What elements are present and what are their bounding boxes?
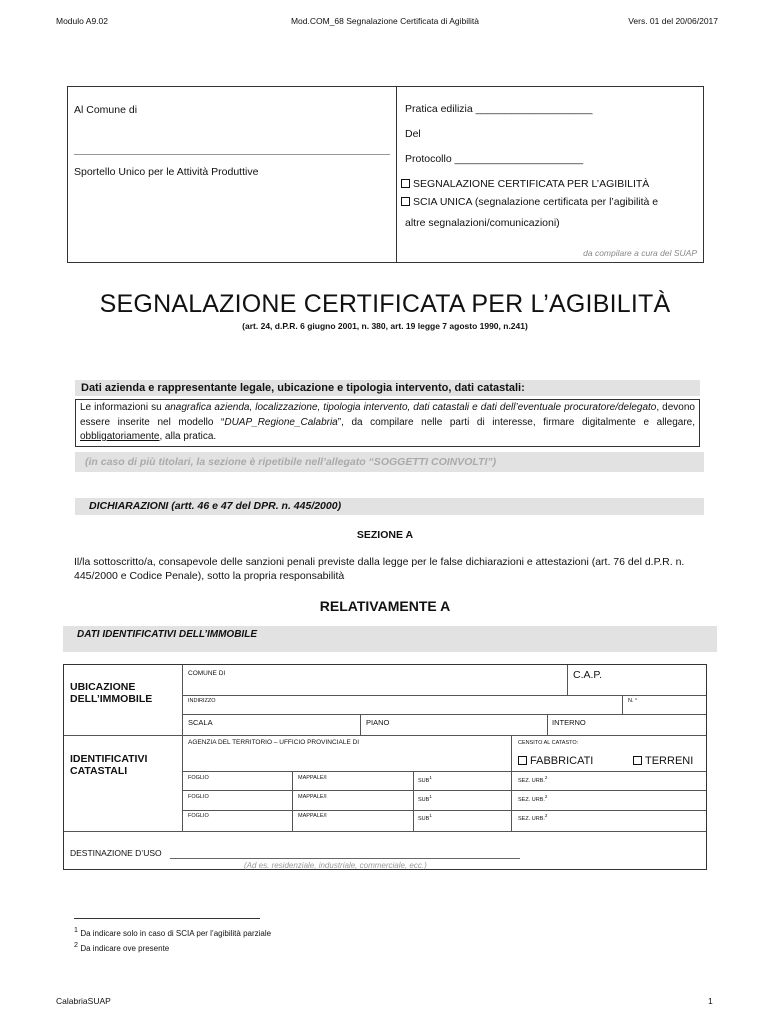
footer-brand: CalabriaSUAP [56, 996, 111, 1006]
info-text-italic: anagrafica azienda, localizzazione, tipologia intervento, dati catastali e dati dell’eventuale procuratore/delegato [164, 402, 657, 413]
recipient-box-divider [396, 87, 397, 262]
n-divider [622, 695, 623, 714]
info-text-2: , devono essere inserite nel modello “ [80, 402, 695, 428]
comune-field[interactable]: COMUNE DI [188, 670, 226, 677]
foglio-field-2[interactable]: FOGLIO [188, 794, 209, 800]
checkbox-fabbricati[interactable] [518, 756, 527, 765]
footnote-1-number: 1 [74, 926, 78, 934]
destinazione-uso-field[interactable] [170, 858, 520, 859]
sez-urb-field-2 [518, 794, 547, 803]
info-text-4: , alla pratica. [159, 431, 217, 442]
interno-field[interactable]: INTERNO [552, 718, 586, 727]
piano-field[interactable]: PIANO [366, 718, 390, 727]
sez-label-3: SEZ. URB. [518, 815, 545, 822]
info-text-underlined: obbligatoriamente [80, 431, 160, 442]
sub-label-3: SUB [418, 815, 430, 822]
indirizzo-field[interactable]: INDIRIZZO [188, 698, 216, 704]
sub-field-1 [418, 775, 432, 784]
sub-label-1: SUB [418, 777, 430, 784]
row-line-7 [64, 831, 706, 832]
sez-footnote-1: 2 [544, 775, 548, 780]
page-number: 1 [708, 996, 713, 1006]
sub-label-2: SUB [418, 796, 430, 803]
piano-divider [360, 714, 361, 735]
row-line-4 [182, 771, 706, 772]
row-line-3 [64, 735, 706, 736]
option-scia-unica-cont: altre segnalazioni/comunicazioni) [405, 217, 560, 229]
checkbox-scia-unica[interactable] [401, 197, 410, 206]
cap-field[interactable]: C.A.P. [573, 669, 602, 681]
row-line-6 [182, 810, 706, 811]
page-title: SEGNALAZIONE CERTIFICATA PER L’AGIBILITÀ [99, 290, 671, 318]
footnote-2-text: Da indicare ove presente [80, 943, 170, 953]
terreni-label: TERRENI [645, 755, 694, 767]
destinazione-uso-label: DESTINAZIONE D’USO [70, 848, 162, 858]
censito-divider [511, 735, 512, 831]
cap-divider [567, 665, 568, 695]
info-text-1: Le informazioni su [80, 402, 165, 413]
recipient-box [67, 86, 704, 263]
mappale-field-2[interactable]: MAPPALE/I [298, 794, 327, 800]
option-terreni[interactable] [633, 755, 693, 767]
sez-label-2: SEZ. URB. [518, 796, 545, 803]
comune-line[interactable] [74, 154, 390, 155]
header-form-title: Mod.COM_68 Segnalazione Certificata di Agibilità [290, 16, 480, 26]
protocollo-field[interactable]: Protocollo ______________________ [405, 153, 584, 165]
immobile-table [63, 664, 707, 870]
sez-footnote-2: 2 [544, 794, 548, 799]
sez-label-1: SEZ. URB. [518, 777, 545, 784]
mappale-field-3[interactable]: MAPPALE/I [298, 813, 327, 819]
fabbricati-label: FABBRICATI [530, 755, 594, 767]
checkbox-scia-agibilita[interactable] [401, 179, 410, 188]
option-fabbricati[interactable] [518, 755, 593, 767]
identificativi-catastali-label: IDENTIFICATIVI CATASTALI [70, 753, 148, 777]
header-form-code: Modulo A9.02 [56, 16, 108, 26]
sez-footnote-3: 2 [544, 813, 548, 818]
sub-field-3 [418, 813, 432, 822]
dichiarazione-text: Il/la sottoscritto/a, consapevole delle sanzioni penali previste dalla legge per le false dichiarazioni e attestazioni (art. 76 del d.P.R. n. 445/2000 e Codice Penale), sotto la propria responsabilità [74, 556, 685, 582]
sportello-label: Sportello Unico per le Attività Produttive [74, 166, 259, 178]
numero-civico-field[interactable]: N. ° [628, 698, 638, 704]
pratica-edilizia-field[interactable]: Pratica edilizia ____________________ [405, 103, 593, 115]
row-line-2 [182, 714, 706, 715]
sez-urb-field-1 [518, 775, 547, 784]
checkbox-terreni[interactable] [633, 756, 642, 765]
sub-footnote-3: 1 [429, 813, 432, 818]
destinazione-uso-hint: (Ad es. residenziale, industriale, commerciale, ecc.) [244, 861, 427, 870]
del-label: Del [405, 128, 421, 140]
option-scia-agibilita-label: SEGNALAZIONE CERTIFICATA PER L’AGIBILITÀ [413, 178, 650, 190]
row-line-1 [182, 695, 706, 696]
section-dati-azienda-heading: Dati azienda e rappresentante legale, ubicazione e tipologia intervento, dati catastali: [75, 380, 700, 396]
footnote-1-text: Da indicare solo in caso di SCIA per l’agibilità parziale [80, 928, 272, 938]
sub-footnote-1: 1 [429, 775, 432, 780]
footnote-separator [74, 918, 260, 919]
dichiarazioni-heading: DICHIARAZIONI (artt. 46 e 47 del DPR. n. 445/2000) [75, 498, 704, 515]
sub-footnote-2: 1 [429, 794, 432, 799]
ubicazione-label: UBICAZIONE DELL’IMMOBILE [70, 681, 153, 705]
footnote-2-number: 2 [74, 941, 78, 949]
sub-divider [413, 771, 414, 831]
option-scia-agibilita[interactable] [401, 178, 649, 190]
titolari-note: (in caso di più titolari, la sezione è ripetibile nell’allegato “SOGGETTI COINVOLTI”) [75, 452, 704, 472]
table-col-divider [182, 665, 183, 831]
row-line-5 [182, 790, 706, 791]
foglio-field-1[interactable]: FOGLIO [188, 775, 209, 781]
suap-note: da compilare a cura del SUAP [583, 248, 697, 258]
sez-urb-field-3 [518, 813, 547, 822]
mappale-field-1[interactable]: MAPPALE/I [298, 775, 327, 781]
page-subtitle: (art. 24, d.P.R. 6 giugno 2001, n. 380, art. 19 legge 7 agosto 1990, n.241) [242, 321, 528, 331]
dati-immobile-heading: DATI IDENTIFICATIVI DELL’IMMOBILE [63, 626, 717, 652]
info-text-3: ”, da compilare nelle parti di interesse, firmare digitalmente e allegare, [337, 416, 695, 428]
option-scia-unica[interactable] [401, 196, 658, 208]
agenzia-territorio-field[interactable]: AGENZIA DEL TERRITORIO – UFFICIO PROVINCIALE DI [188, 739, 360, 746]
footnote-1 [74, 926, 271, 938]
scala-field[interactable]: SCALA [188, 718, 213, 727]
interno-divider [547, 714, 548, 735]
section-dati-azienda-info [75, 399, 700, 447]
comune-label: Al Comune di [74, 104, 138, 116]
sub-field-2 [418, 794, 432, 803]
censito-catasto-label: CENSITO AL CATASTO: [518, 740, 579, 746]
relativamente-title: RELATIVAMENTE A [319, 598, 451, 614]
foglio-field-3[interactable]: FOGLIO [188, 813, 209, 819]
option-scia-unica-label: SCIA UNICA (segnalazione certificata per l’agibilità e [413, 196, 659, 208]
info-model-name: DUAP_Regione_Calabria [224, 416, 338, 428]
header-version: Vers. 01 del 20/06/2017 [628, 16, 718, 26]
sezione-a-title: SEZIONE A [356, 529, 414, 541]
mappale-divider [292, 771, 293, 831]
footnote-2 [74, 941, 169, 953]
